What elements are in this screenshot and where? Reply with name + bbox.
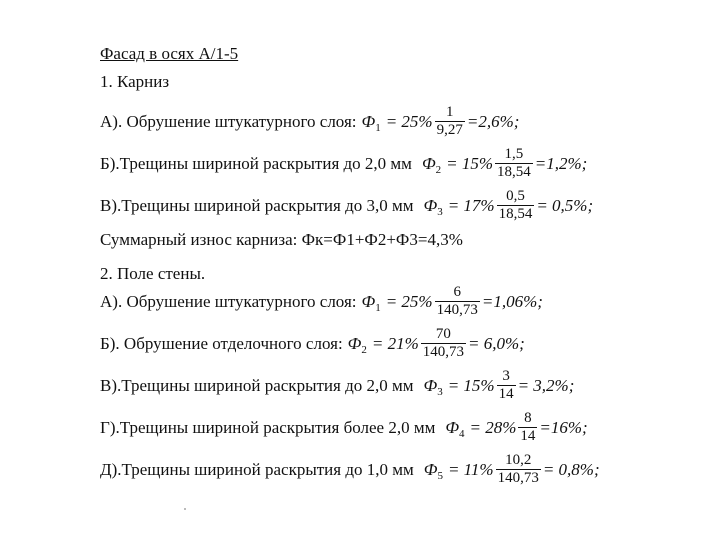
formula-line-s1-b: [100, 146, 587, 181]
formula-label: А). Обрушение штукатурного слоя:: [100, 111, 357, 131]
fraction-denominator: 9,27: [436, 122, 463, 138]
formula-symbol: $Ф_2$: [421, 153, 442, 176]
formula-fraction: [496, 452, 541, 487]
fraction-denominator: 18,54: [498, 206, 533, 222]
formula-percent: = 11%: [447, 459, 494, 479]
formula-percent: = 15%: [447, 375, 495, 395]
fraction-denominator: 14: [520, 428, 536, 444]
formula-result: =2,6%;: [466, 111, 520, 131]
formula-fraction: [518, 410, 537, 445]
fraction-denominator: 140,73: [422, 344, 464, 360]
formula-line-s2-b: [100, 326, 525, 361]
fraction-denominator: 140,73: [497, 470, 539, 486]
formula-fraction: [421, 326, 466, 361]
formula-percent: = 25%: [385, 291, 433, 311]
formula-line-s2-c: [100, 368, 574, 403]
section-heading-wall-field: 2. Поле стены.: [100, 264, 206, 283]
formula-symbol: $Ф_5$: [423, 459, 443, 482]
fraction-denominator: 140,73: [436, 302, 478, 318]
formula-symbol: $Ф_4$: [445, 417, 465, 440]
fraction-numerator: 70: [435, 326, 451, 342]
formula-label: В).Трещины шириной раскрытия до 3,0 мм: [100, 195, 414, 215]
formula-fraction: [435, 104, 465, 139]
formula-label: Г).Трещины шириной раскрытия более 2,0 мм: [100, 417, 436, 437]
formula-symbol: $Ф_3$: [423, 375, 443, 398]
formula-label: Д).Трещины шириной раскрытия до 1,0 мм: [100, 459, 414, 479]
formula-result: =1,06%;: [481, 291, 543, 311]
formula-result: = 3,2%;: [517, 375, 575, 395]
formula-percent: = 17%: [447, 195, 495, 215]
formula-label: Б).Трещины шириной раскрытия до 2,0 мм: [100, 153, 412, 173]
formula-fraction: [435, 284, 480, 319]
formula-symbol: $Ф_3$: [423, 195, 443, 218]
formula-label: В).Трещины шириной раскрытия до 2,0 мм: [100, 375, 414, 395]
formula-symbol: $Ф_1$: [361, 111, 381, 134]
fraction-denominator: 14: [498, 386, 514, 402]
fraction-numerator: 0,5: [506, 188, 525, 204]
fraction-denominator: 18,54: [497, 164, 531, 180]
formula-percent: = 28%: [469, 417, 517, 437]
formula-symbol: $Ф_2$: [347, 333, 367, 356]
formula-line-s1-c: [100, 188, 593, 223]
fraction-numerator: 10,2: [505, 452, 532, 468]
formula-line-s1-a: [100, 104, 519, 139]
formula-percent: = 21%: [371, 333, 419, 353]
fraction-numerator: 1,5: [504, 146, 524, 162]
formula-fraction: [495, 146, 533, 181]
formula-percent: = 15%: [446, 153, 493, 173]
formula-fraction: [497, 188, 535, 223]
document-title: Фасад в осях А/1-5: [100, 44, 239, 63]
formula-result: =1,2%;: [534, 153, 588, 173]
fraction-numerator: 3: [502, 368, 510, 384]
fraction-numerator: 6: [453, 284, 461, 300]
formula-percent: = 25%: [385, 111, 433, 131]
formula-label: Б). Обрушение отделочного слоя:: [100, 333, 343, 353]
formula-result: = 0,8%;: [542, 459, 600, 479]
section-heading-cornice: 1. Карниз: [100, 72, 170, 91]
formula-result: = 6,0%;: [467, 333, 525, 353]
scan-speck: [184, 508, 186, 510]
formula-fraction: [497, 368, 516, 403]
fraction-numerator: 8: [524, 410, 532, 426]
fraction-numerator: 1: [445, 104, 454, 120]
formula-line-s2-a: [100, 284, 543, 319]
formula-result: = 0,5%;: [536, 195, 594, 215]
formula-symbol: $Ф_1$: [361, 291, 381, 314]
formula-line-s2-e: [100, 452, 600, 487]
formula-label: А). Обрушение штукатурного слоя:: [100, 291, 357, 311]
formula-line-s2-d: [100, 410, 588, 445]
formula-result: =16%;: [539, 417, 588, 437]
cornice-summary: Суммарный износ карниза: Фк=Ф1+Ф2+Ф3=4,3%: [100, 230, 463, 249]
